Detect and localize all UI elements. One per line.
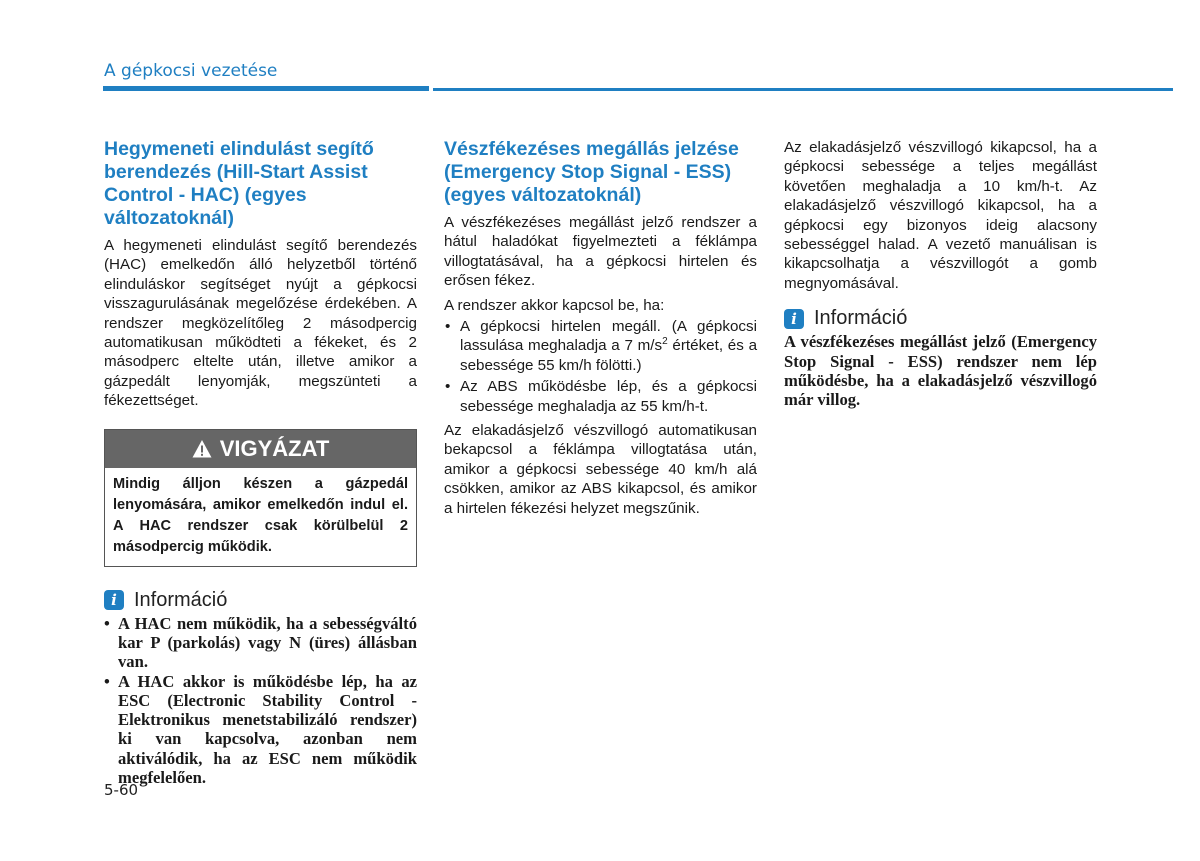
info-icon: i xyxy=(784,309,804,329)
bullet: • xyxy=(445,378,451,396)
ess-body-3: Az elakadásjelző vészvillogó automatikusan bekapcsol a féklámpa villogtatása után, amikor a gépkocsi sebessége 40 km/h alá csökken, amikor az ABS kikapcsol, és amikor a hirtelen fékezési helyzet megszűnik. xyxy=(444,422,757,517)
info-title-hac: Információ xyxy=(134,588,228,611)
ess-heading: Vészfékezéses megállás jelzése (Emergency Stop Signal - ESS) (egyes változatoknál) xyxy=(444,138,739,206)
ess-body-1: A vészfékezéses megállást jelző rendszer a hátul haladókat figyelmezteti a féklámpa villogtatásával, ha a gépkocsi hirtelen és erősen fékez. xyxy=(444,214,757,290)
list-item xyxy=(444,317,757,375)
condition-text: Az ABS működésbe lép, és a gépkocsi sebessége meghaladja az 55 km/h-t. xyxy=(460,378,757,415)
ess-conditions-list xyxy=(444,317,757,416)
warning-box xyxy=(104,429,417,567)
column-ess xyxy=(444,138,757,518)
superscript: 2 xyxy=(662,336,668,348)
ess-body-2: A rendszer akkor kapcsol be, ha: xyxy=(444,296,665,314)
list-item xyxy=(104,614,417,672)
info-icon: i xyxy=(104,590,124,610)
header-rule-thin xyxy=(433,88,1173,91)
bullet: • xyxy=(104,613,110,633)
bullet: • xyxy=(104,671,110,691)
warning-text: Mindig álljon készen a gázpedál lenyomására, amikor emelkedőn indul el. A HAC rendszer csak körülbelül 2 másodpercig működik. xyxy=(113,475,408,555)
column-hac xyxy=(104,138,417,787)
list-item-text: A HAC akkor is működésbe lép, ha az ESC (Electronic Stability Control - Elektronikus menetstabilizáló rendszer) ki van kapcsolva, azonban nem aktiválódik, ha az ESC nem működik megfelelően. xyxy=(118,671,417,788)
column-ess-continued xyxy=(784,138,1097,409)
header-rule-thick xyxy=(103,86,429,91)
info-header-hac xyxy=(104,589,417,612)
list-item-text: A HAC nem működik, ha a sebességváltó kar P (parkolás) vagy N (üres) állásban van. xyxy=(118,613,417,672)
condition-text-pre: A gépkocsi hirtelen megáll. (A gépkocsi lassulása meghaladja a 7 m/s xyxy=(460,318,757,355)
page-number: 5-60 xyxy=(104,781,139,799)
info-text-ess: A vészfékezéses megállást jelző (Emergency Stop Signal - ESS) rendszer nem lép működésbe, ha a elakadásjelző vészvillogó már villog. xyxy=(784,332,1097,410)
hac-body: A hegymeneti elindulást segítő berendezés (HAC) emelkedőn álló helyzetből történő elinduláskor segítséget nyújt a gépkocsi visszagurulásának megelőzése érdekében. A rendszer megközelítőleg 2 másodpercig automatikusan működteti a fékeket, és 2 másodperc eltelte után, illetve amikor a gázpedált lenyomják, megszünteti a fékezettséget. xyxy=(104,237,417,410)
warning-title: VIGYÁZAT xyxy=(219,435,330,461)
info-list-hac xyxy=(104,614,417,788)
bullet: • xyxy=(445,318,451,336)
info-header-ess xyxy=(784,307,1097,330)
ess-body-4: Az elakadásjelző vészvillogó kikapcsol, ha a gépkocsi sebessége a teljes megállást követően meghaladja a 10 km/h-t. Az elakadásjelző vészvillogó kikapcsol, ha a gépkocsi egy bizonyos ideig alacsony sebességgel halad. A vezető manuálisan is kikapcsolhatja a vészvillogót a gomb megnyomásával. xyxy=(784,139,1097,292)
info-title-ess: Információ xyxy=(814,307,908,330)
list-item xyxy=(104,672,417,788)
section-title: A gépkocsi vezetése xyxy=(104,61,278,81)
condition-text-post: értéket, és a sebessége 55 km/h fölötti.) xyxy=(460,337,758,374)
hac-heading: Hegymeneti elindulást segítő berendezés (Hill-Start Assist Control - HAC) (egyes változatoknál) xyxy=(104,138,374,229)
warning-header xyxy=(105,430,416,468)
list-item xyxy=(444,377,757,416)
warning-triangle-icon xyxy=(192,439,212,459)
